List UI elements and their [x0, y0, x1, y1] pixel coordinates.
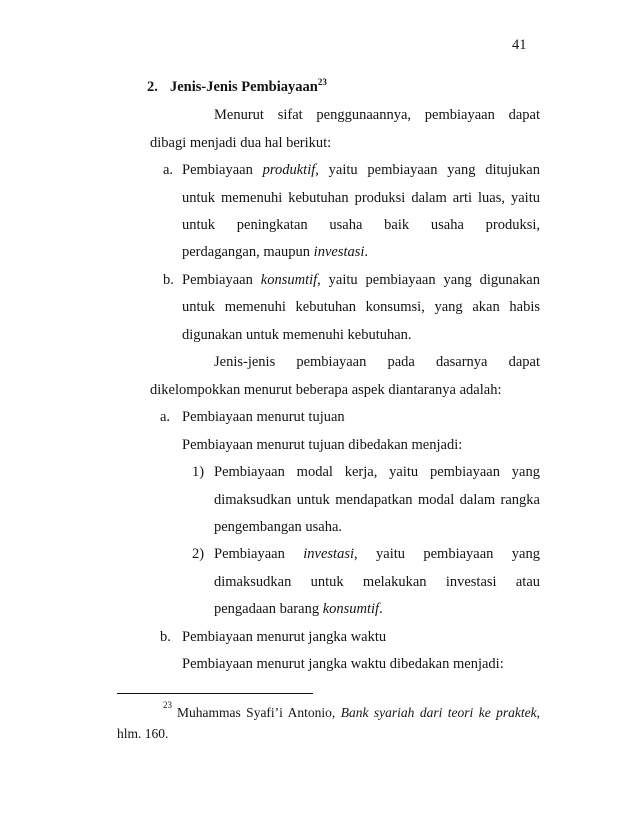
sub-1-line-3: pengembangan usaha.: [214, 519, 343, 535]
section-b-marker: b.: [160, 629, 171, 645]
section-a-marker: a.: [160, 409, 171, 425]
sub-1-marker: 1): [192, 464, 205, 480]
sub-1-line-1: Pembiayaan modal kerja, yaitu pembiayaan yang: [214, 464, 540, 480]
term-investasi-2: investasi: [303, 546, 354, 562]
section-a-title: Pembiayaan menurut tujuan: [182, 409, 345, 425]
footnote-number: 23: [163, 700, 172, 710]
term-konsumtif-2: konsumtif: [322, 601, 380, 617]
intro-line-1: Menurut sifat penggunaannya, pembiayaan dapat: [214, 107, 540, 123]
term-produktif: produktif: [262, 162, 316, 178]
footnote-book-title: Bank syariah dari teori ke praktek: [340, 705, 537, 720]
item-a-line-4-pre: perdagangan, maupun: [182, 244, 314, 260]
item-b-line-2: untuk memenuhi kebutuhan konsumsi, yang akan habis: [182, 299, 540, 315]
footnote-line-1: [177, 704, 540, 722]
item-a-line-1: [182, 161, 540, 179]
section-a-desc: Pembiayaan menurut tujuan dibedakan menjadi:: [182, 437, 463, 453]
para2-line-1: Jenis-jenis pembiayaan pada dasarnya dapat: [214, 354, 540, 370]
sub-2-line-1-pre: Pembiayaan: [214, 546, 304, 562]
sub-1-line-2: dimaksudkan untuk mendapatkan modal dalam rangka: [214, 492, 540, 508]
heading-footnote-ref: 23: [317, 77, 327, 87]
item-a-line-1-post: , yaitu pembiayaan yang ditujukan: [315, 162, 540, 178]
item-a-line-4: [182, 243, 368, 261]
section-b-title: Pembiayaan menurut jangka waktu: [182, 629, 387, 645]
sub-2-line-3: [214, 600, 383, 618]
term-konsumtif: konsumtif: [260, 272, 318, 288]
sub-2-line-2: dimaksudkan untuk melakukan investasi atau: [214, 574, 540, 590]
term-investasi: investasi: [313, 244, 365, 260]
item-a-line-3: untuk peningkatan usaha baik usaha produksi,: [182, 217, 540, 233]
sub-2-line-3-pre: pengadaan barang: [214, 601, 323, 617]
section-heading: [170, 78, 327, 96]
sub-2-line-3-post: .: [379, 601, 383, 617]
intro-line-2: dibagi menjadi dua hal berikut:: [150, 135, 332, 151]
item-a-line-4-post: .: [364, 244, 369, 260]
footnote-line-2: hlm. 160.: [117, 726, 169, 741]
section-b-desc: Pembiayaan menurut jangka waktu dibedakan menjadi:: [182, 656, 504, 672]
sub-2-line-1: [214, 545, 540, 563]
item-a-line-1-pre: Pembiayaan: [182, 162, 263, 178]
para2-line-2: dikelompokkan menurut beberapa aspek diantaranya adalah:: [150, 382, 502, 398]
item-a-marker: a.: [163, 162, 174, 178]
item-b-line-3: digunakan untuk memenuhi kebutuhan.: [182, 327, 412, 343]
item-b-line-1-pre: Pembiayaan: [182, 272, 261, 288]
item-b-line-1-post: , yaitu pembiayaan yang digunakan: [317, 272, 540, 288]
sub-2-marker: 2): [192, 546, 205, 562]
sub-2-line-1-post: , yaitu pembiayaan yang: [354, 546, 540, 562]
item-b-line-1: [182, 271, 540, 289]
page-number: 41: [512, 37, 527, 53]
footnote-author: Muhammas Syafi’i Antonio,: [177, 705, 341, 720]
heading-text: Jenis-Jenis Pembiayaan: [170, 79, 318, 95]
section-number: 2.: [147, 79, 158, 95]
footnote-separator: [117, 693, 313, 694]
footnote-after: ,: [536, 705, 540, 720]
item-b-marker: b.: [163, 272, 174, 288]
item-a-line-2: untuk memenuhi kebutuhan produksi dalam arti luas, yaitu: [182, 190, 540, 206]
